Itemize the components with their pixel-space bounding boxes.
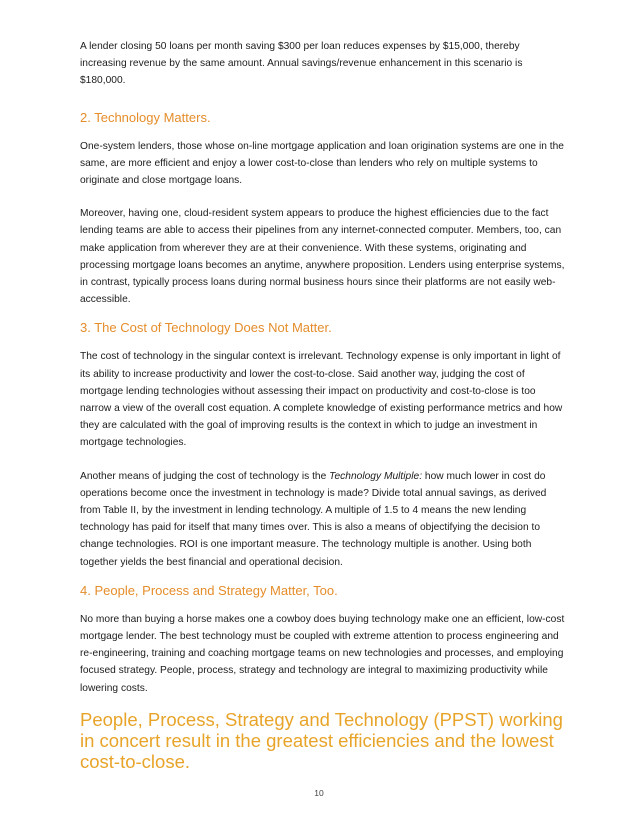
document-page	[80, 38, 566, 772]
ppst-callout: People, Process, Strategy and Technology (PPST) working in concert result in the greatest efficiencies and the lowest cost-to-close.	[80, 708, 563, 772]
section3-paragraph-2-lead: Another means of judging the cost of technology is the	[80, 470, 330, 482]
section4-paragraph-1: No more than buying a horse makes one a cowboy does buying technology make one an efficient, low-cost mortgage lender. The best technology must be coupled with extreme attention to process engineering and re-engineering, training and coaching mortgage teams on new technologies and processes, and employing focused strategy. People, process, strategy and technology are integral to maximizing productivity while lowering costs.	[80, 613, 565, 694]
section3-paragraph-1: The cost of technology in the singular context is irrelevant. Technology expense is only important in light of its ability to increase productivity and lower the cost-to-close. Said another way, judging the cost of mortgage lending technologies without assessing their impact on productivity and cost-to-close is too narrow a view of the overall cost equation. A complete knowledge of existing performance metrics and how they are calculated with the goal of improving results is the context in which to judge an investment in mortgage technologies.	[80, 351, 563, 449]
section-heading-technology-matters: 2. Technology Matters.	[80, 109, 211, 125]
technology-multiple-term: Technology Multiple:	[329, 470, 423, 482]
intro-paragraph: A lender closing 50 loans per month saving $300 per loan reduces expenses by $15,000, thereby increasing revenue by the same amount. Annual savings/revenue enhancement in this scenario is $180,000.	[80, 41, 523, 87]
section3-paragraph-2-rest: how much lower in cost do operations become once the investment in technology is made? Divide total annual savings, as derived from Table II, by the investment in lending technology. A multiple of 1.5 to 4 means the new lending technology has paid for itself that many times over. This is also a means of objectifying the decision to change technologies. ROI is one important measure. The technology multiple is another. Using both together yields the best financial and operational decision.	[80, 470, 547, 568]
section3-paragraph-2	[80, 468, 566, 571]
section2-paragraph-1: One-system lenders, those whose on-line mortgage application and loan origination systems are one in the same, are more efficient and enjoy a lower cost-to-close than lenders who rely on multiple systems to originate and close mortgage loans.	[80, 140, 564, 187]
section-heading-people-process-strategy: 4. People, Process and Strategy Matter, Too.	[80, 582, 338, 598]
page-number: 10	[314, 788, 324, 798]
section2-paragraph-2: Moreover, having one, cloud-resident system appears to produce the highest efficiencies due to the fact lending teams are able to access their pipelines from any internet-connected computer. Members, too, can make application from wherever they are at their convenience. With these systems, originating and processing mortgage loans becomes an anytime, anywhere proposition. Lenders using enterprise systems, in contrast, typically process loans during normal business hours since their platforms are not easily web-accessible.	[80, 208, 565, 306]
section-heading-cost-of-technology: 3. The Cost of Technology Does Not Matter.	[80, 320, 332, 336]
